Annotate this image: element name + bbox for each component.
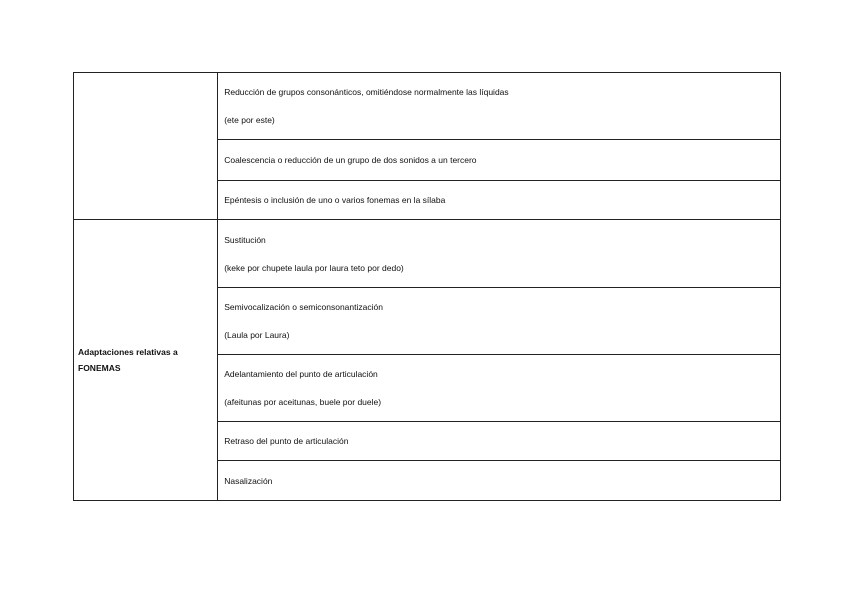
row-cell — [218, 355, 781, 422]
group-label: Adaptaciones relativas a FONEMAS — [78, 347, 178, 373]
row-title: Adelantamiento del punto de articulación — [224, 369, 378, 379]
row-cell — [218, 220, 781, 288]
row-title: Sustitución — [224, 234, 266, 245]
table-row — [74, 73, 781, 140]
row-cell — [218, 140, 781, 181]
row-example: (afeitunas por aceitunas, buele por duele) — [224, 397, 382, 407]
row-cell — [218, 181, 781, 220]
row-example: (Laula por Laura) — [224, 330, 290, 340]
phoneme-adaptations-table — [73, 72, 781, 501]
row-example: (keke por chupete laula por laura teto por dedo) — [224, 262, 404, 273]
row-title: Coalescencia o reducción de un grupo de dos sonidos a un tercero — [224, 155, 477, 165]
row-title: Retraso del punto de articulación — [224, 436, 349, 446]
row-example: (ete por este) — [224, 115, 275, 125]
row-title: Semivocalización o semiconsonantización — [224, 302, 383, 312]
group-cell-empty — [74, 73, 218, 220]
row-cell — [218, 288, 781, 355]
row-cell — [218, 73, 781, 140]
row-title: Nasalización — [224, 475, 273, 486]
table-row — [74, 220, 781, 288]
row-title: Reducción de grupos consonánticos, omitiéndose normalmente las líquidas — [224, 87, 509, 97]
group-cell-fonemas — [74, 220, 218, 501]
row-cell — [218, 461, 781, 501]
row-cell — [218, 422, 781, 461]
row-title: Epéntesis o inclusión de uno o varios fonemas en la sílaba — [224, 195, 446, 205]
